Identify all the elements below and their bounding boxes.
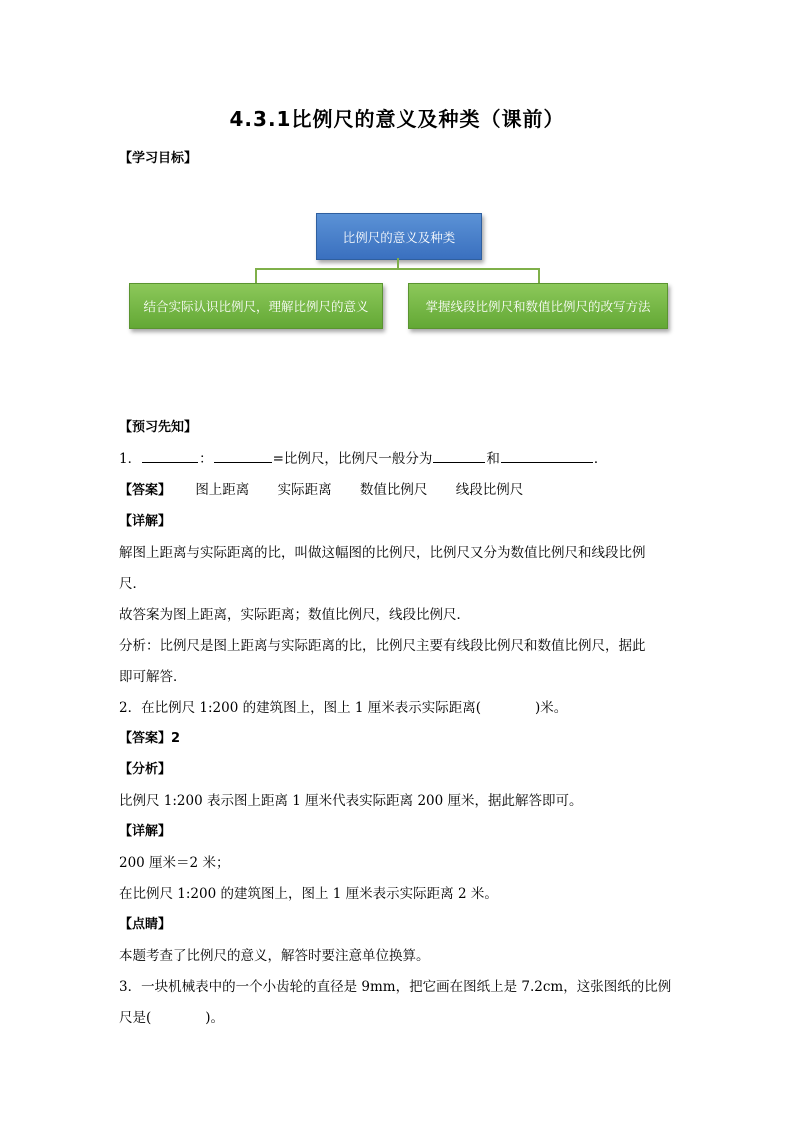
diagram-root-node: 比例尺的意义及种类 bbox=[316, 213, 482, 260]
tip-label: 【点睛】 bbox=[119, 917, 172, 932]
and-text: 和 bbox=[486, 451, 500, 467]
answer-2: 【答案】2 bbox=[119, 731, 181, 746]
answer-item: 实际距离 bbox=[277, 482, 332, 498]
blank-3 bbox=[433, 449, 485, 463]
question-text: =比例尺，比例尺一般分为 bbox=[272, 451, 433, 467]
answer-1 bbox=[119, 478, 523, 498]
detail-label: 【详解】 bbox=[119, 824, 172, 839]
period-text: ． bbox=[593, 451, 608, 467]
answer-item: 图上距离 bbox=[195, 482, 250, 498]
diagram-connector-right bbox=[538, 268, 540, 283]
colon-text: ： bbox=[199, 451, 213, 467]
page-title: 4.3.1比例尺的意义及种类（课前） bbox=[229, 107, 565, 131]
answer-item: 数值比例尺 bbox=[359, 482, 428, 498]
analysis-text: 比例尺 1:200 表示图上距离 1 厘米代表实际距离 200 厘米，据此解答即可。 bbox=[119, 793, 583, 809]
detail-line: 即可解答． bbox=[119, 669, 187, 685]
detail-line: 尺． bbox=[119, 576, 146, 592]
detail-label: 【详解】 bbox=[119, 514, 172, 529]
detail-line: 故答案为图上距离，实际距离；数值比例尺，线段比例尺． bbox=[119, 607, 470, 623]
answer-item: 线段比例尺 bbox=[455, 482, 524, 498]
blank-1 bbox=[142, 449, 198, 463]
detail-line: 分析：比例尺是图上距离与实际距离的比，比例尺主要有线段比例尺和数值比例尺，据此 bbox=[119, 638, 646, 654]
question-3: 3．一块机械表中的一个小齿轮的直径是 9mm，把它画在图纸上是 7.2cm，这张图纸的比例 bbox=[119, 979, 672, 995]
diagram-child-node-left: 结合实际认识比例尺，理解比例尺的意义 bbox=[129, 283, 383, 329]
section-heading-goals: 【学习目标】 bbox=[119, 151, 198, 166]
answer-label: 【答案】 bbox=[119, 483, 172, 498]
diagram-connector-left bbox=[255, 268, 257, 283]
detail-line: 解图上距离与实际距离的比，叫做这幅图的比例尺，比例尺又分为数值比例尺和线段比例 bbox=[119, 545, 646, 561]
diagram-child-node-right: 掌握线段比例尺和数值比例尺的改写方法 bbox=[408, 283, 668, 329]
section-heading-preview: 【预习先知】 bbox=[119, 420, 198, 435]
question-2: 2．在比例尺 1:200 的建筑图上，图上 1 厘米表示实际距离( )米。 bbox=[119, 700, 568, 716]
question-1 bbox=[119, 447, 607, 467]
detail-line: 200 厘米＝2 米； bbox=[119, 855, 230, 871]
diagram-connector-bar bbox=[255, 268, 540, 270]
detail-line: 在比例尺 1:200 的建筑图上，图上 1 厘米表示实际距离 2 米。 bbox=[119, 886, 498, 902]
blank-4 bbox=[501, 449, 593, 463]
question-number: 1． bbox=[119, 451, 142, 467]
analysis-label: 【分析】 bbox=[119, 762, 172, 777]
blank-2 bbox=[214, 449, 272, 463]
tip-text: 本题考查了比例尺的意义，解答时要注意单位换算。 bbox=[119, 948, 430, 964]
question-3-continued: 尺是( )。 bbox=[119, 1010, 225, 1026]
